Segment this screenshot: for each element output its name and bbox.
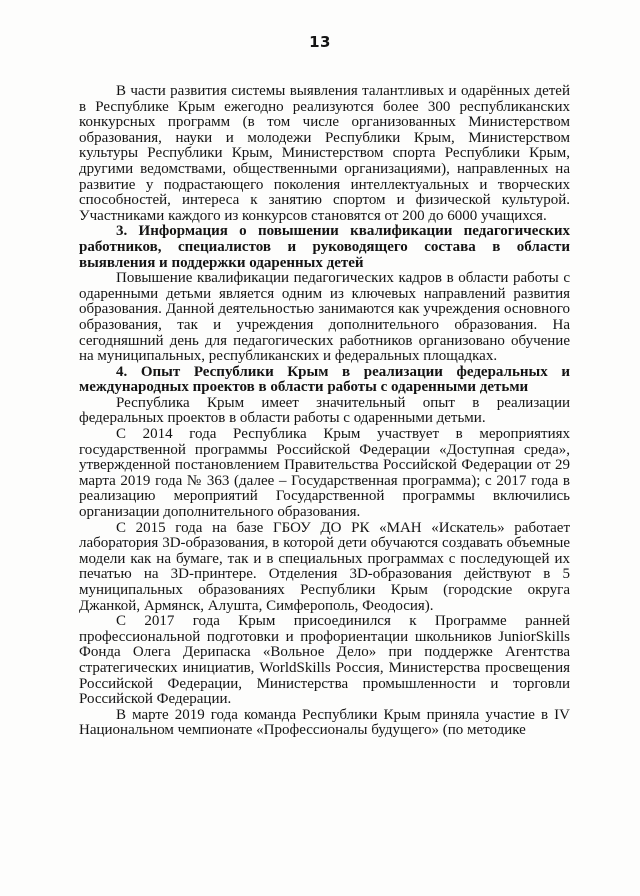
paragraph-talent-identification: В части развития системы выявления талантливых и одарённых детей в Республике Крым ежегодно реализуются более 300 республиканских конкурсных программ (в том числе организованных Министерством образования, науки и молодежи Республики Крым, Министерством культуры Республики Крым, Министерством спорта Республики Крым, другими ведомствами, общественными организациями), направленных на развитие у подрастающего поколения интеллектуальных и творческих способностей, интереса к занятию спортом и физической культурой. Участниками каждого из конкурсов становятся от 200 до 6000 учащихся. (79, 83, 570, 224)
paragraph-championship: В марте 2019 года команда Республики Крым приняла участие в IV Национальном чемпионате «Профессионалы будущего» (по методике (79, 706, 570, 739)
section-heading-3: 3. Информация о повышении квалификации педагогических работников, специалистов и руководящего состава в области выявления и поддержки одаренных детей (79, 223, 570, 271)
paragraph-juniorskills: С 2017 года Крым присоединился к Программе ранней профессиональной подготовки и профориентации школьников JuniorSkills Фонда Олега Дерипаска «Вольное Дело» при поддержке Агентства стратегических инициатив, WorldSkills Россия, Министерства просвещения Российской Федерации, Министерства промышленности и торговли Российской Федерации. (79, 613, 570, 708)
page-number: 13 (309, 33, 331, 51)
paragraph-accessible-environment: С 2014 года Республика Крым участвует в мероприятиях государственной программы Российской Федерации «Доступная среда», утвержденной постановлением Правительства Российской Федерации от 29 марта 2019 года № 363 (далее – Государственная программа); с 2017 года в реализацию мероприятий Государственной программы включились организации дополнительного образования. (79, 426, 570, 521)
paragraph-3d-lab: С 2015 года на базе ГБОУ ДО РК «МАН «Искатель» работает лаборатория 3D-образования, в которой дети обучаются создавать объемные модели как на бумаге, так и в специальных программах с последующей их печатью на 3D-принтере. Отделения 3D-образования действуют в 5 муниципальных образованиях Республики Крым (городские округа Джанкой, Армянск, Алушта, Симферополь, Феодосия). (79, 519, 570, 614)
paragraph-federal-experience: Республика Крым имеет значительный опыт в реализации федеральных проектов в области работы с одаренными детьми. (79, 394, 570, 427)
document-body (79, 84, 570, 739)
paragraph-qualification: Повышение квалификации педагогических кадров в области работы с одаренными детьми является одним из ключевых направлений развития образования. Данной деятельностью занимаются как учреждения основного образования, так и учреждения дополнительного образования. На сегодняшний день для педагогических работников организовано обучение на муниципальных, республиканских и федеральных площадках. (79, 270, 570, 365)
section-heading-4: 4. Опыт Республики Крым в реализации федеральных и международных проектов в области работы с одаренными детьми (79, 363, 570, 396)
